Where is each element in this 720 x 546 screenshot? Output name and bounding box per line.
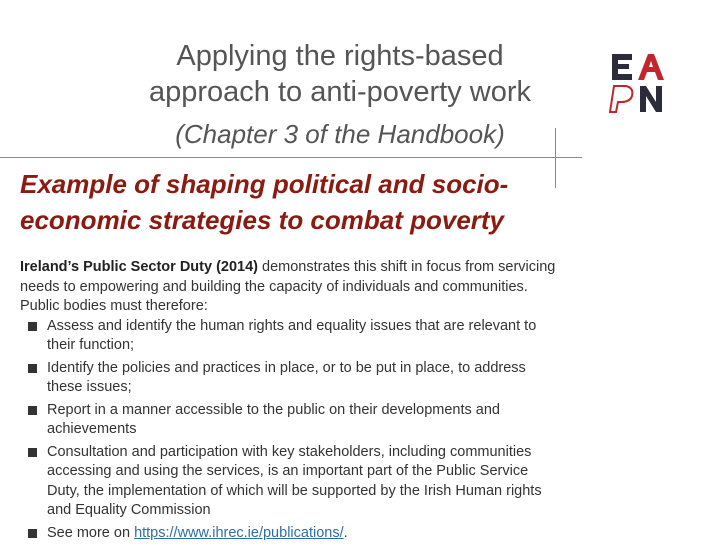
- square-bullet-icon: [28, 364, 37, 373]
- square-bullet-icon: [28, 448, 37, 457]
- ihrec-link[interactable]: https://www.ihrec.ie/publications/: [134, 524, 344, 541]
- square-bullet-icon: [28, 322, 37, 331]
- eapn-logo-icon: [602, 50, 682, 116]
- intro-bold: Ireland’s Public Sector Duty (2014): [20, 259, 258, 275]
- bullet-item: [20, 524, 560, 544]
- bullet-text: Assess and identify the human rights and equality issues that are relevant to their function;: [47, 317, 537, 353]
- horizontal-divider: [0, 157, 582, 158]
- bullet-text: Consultation and participation with key stakeholders, including communities accessing and using the services, is an important part of the Public Service Duty, the implementation of which will be supported by the Irish Human rights and Equality Commission: [47, 443, 542, 518]
- square-bullet-icon: [28, 406, 37, 415]
- intro-text: demonstrates this shift in focus from servicing needs to empowering and building the capacity of individuals and communities. Public bodies must therefore:: [20, 259, 556, 314]
- intro-paragraph: [20, 258, 560, 317]
- bullet-item: [20, 443, 560, 521]
- title-line-2: approach to anti-poverty work: [148, 76, 532, 108]
- title-line-3: (Chapter 3 of the Handbook): [175, 119, 505, 149]
- bullet-text: Identify the policies and practices in place, or to be put in place, to address these issues;: [47, 359, 526, 395]
- subtitle-line-2: economic strategies to combat poverty: [20, 205, 505, 235]
- bullet-item: [20, 317, 560, 356]
- title-line-1: Applying the rights-based: [176, 40, 504, 72]
- bullet-item: [20, 401, 560, 440]
- see-more-prefix: See more on: [47, 524, 135, 541]
- see-more-suffix: .: [343, 524, 348, 541]
- body-content: [20, 258, 560, 546]
- slide-subtitle: [20, 166, 580, 238]
- subtitle-line-1: Example of shaping political and socio-: [20, 169, 509, 199]
- eapn-logo: [602, 50, 682, 116]
- bullet-list: [20, 317, 560, 544]
- square-bullet-icon: [28, 529, 37, 538]
- bullet-item: [20, 359, 560, 398]
- bullet-text: Report in a manner accessible to the public on their developments and achievements: [47, 401, 500, 437]
